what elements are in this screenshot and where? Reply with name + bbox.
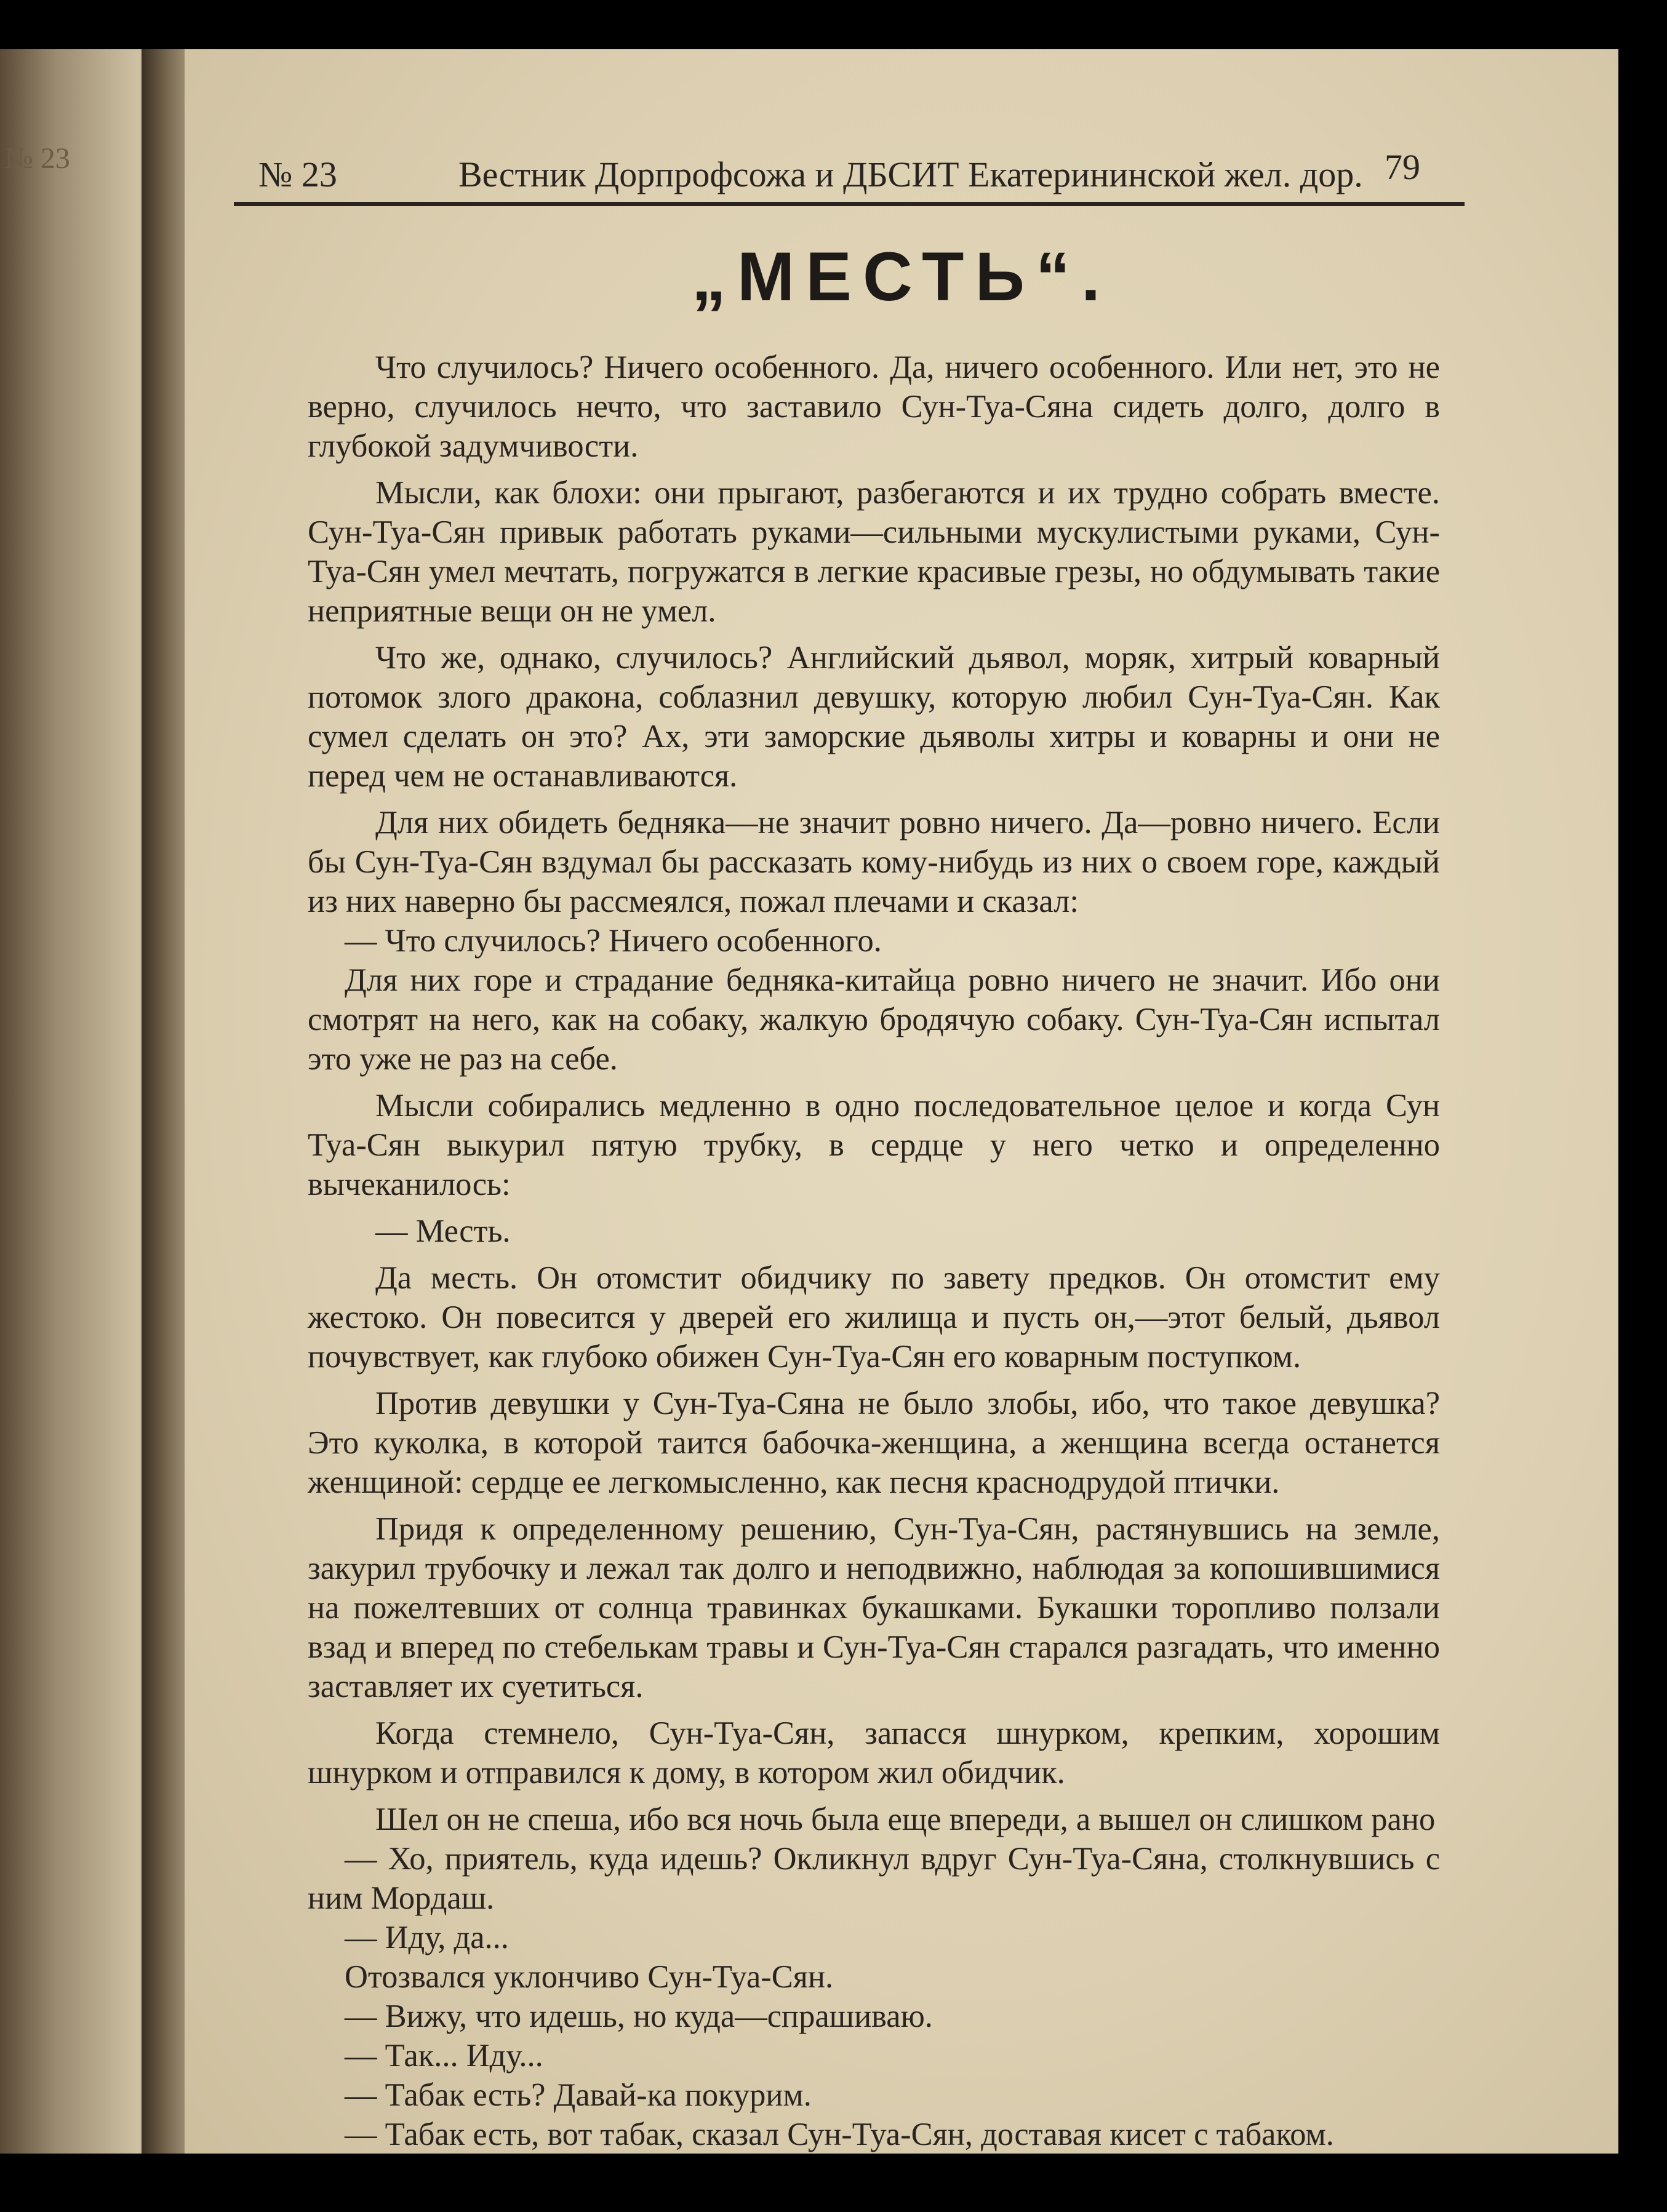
paragraph: — Месть. [375,1213,511,1249]
paragraph: — Что случилось? Ничего особенного. [345,923,882,959]
paragraph: — Хо, приятель, куда идешь? Окликнул вдруг Сун-Туа-Сяна, столкнувшись с ним Мордаш. [308,1841,1440,1916]
paragraph: Что же, однако, случилось? Английский дьявол, моряк, хитрый коварный потомок злого дракона, соблазнил девушку, которую любил Сун-Туа-Сян. Как сумел сделать он это? Ах, эти заморские дьяволы хитры и коварны и они не перед чем не останавливаются. [308,640,1440,794]
paragraph: Отозвался уклончиво Сун-Туа-Сян. [345,1959,834,1995]
paragraph: Шел он не спеша, ибо вся ночь была еще впереди, а вышел он слишком рано [375,1802,1436,1837]
page [185,49,1618,2154]
paragraph: — Табак есть, вот табак, сказал Сун-Туа-Сян, доставая кисет с табаком. [345,2117,1334,2152]
paragraph: Что случилось? Ничего особенного. Да, ничего особенного. Или нет, это не верно, случилось нечто, что заставило Сун-Туа-Сяна сидеть долго, долго в глубокой задумчивости. [308,349,1440,464]
paragraph: Мысли собирались медленно в одно последовательное целое и когда Сун Туа-Сян выкурил пятую трубку, в сердце у него четко и определенно вычеканилось: [308,1088,1440,1202]
paragraph: Придя к определенному решению, Сун-Туа-Сян, растянувшись на земле, закурил трубочку и лежал так долго и неподвижно, наблюдая за копошившимися на пожелтевших от солнца травинках букашками. Букашки торопливо ползали взад и вперед по стебелькам травы и Сун-Туа-Сян старался разгадать, что именно заставляет их суетиться. [308,1511,1440,1704]
issue-number: № 23 [258,154,337,194]
running-header [222,147,1434,203]
paragraph: Для них обидеть бедняка—не значит ровно ничего. Да—ровно ничего. Если бы Сун-Туа-Сян вздумал бы рассказать кому-нибудь из них о своем горе, каждый из них наверно бы рассмеялся, пожал плечами и сказал: [308,805,1440,919]
paragraph: — Так... Иду... [345,2038,543,2074]
paragraph: Когда стемнело, Сун-Туа-Сян, запасся шнурком, крепким, хорошим шнурком и отправился к дому, в котором жил обидчик. [308,1715,1440,1791]
journal-title: Вестник Дорпрофсожа и ДБСИТ Екатерининской жел. дор. [458,154,1363,194]
article-body [308,348,1440,2154]
paragraph: — Иду, да... [345,1920,509,1955]
article-title: „МЕСТЬ“. [691,238,1112,315]
paragraph: Для них горе и страдание бедняка-китайца ровно ничего не значит. Ибо они смотрят на него, как на собаку, жалкую бродячую собаку. Сун-Туа-Сян испытал это уже не раз на себе. [308,962,1440,1077]
paragraph: — Вижу, что идешь, но куда—спрашиваю. [345,1998,933,2034]
paragraph: Против девушки у Сун-Туа-Сяна не было злобы, ибо, что такое девушка? Это куколка, в которой таится бабочка-женщина, а женщина всегда останется женщиной: сердце ее легкомысленно, как песня краснодрудой птички. [308,1386,1440,1500]
paragraph: Мысли, как блохи: они прыгают, разбегаются и их трудно собрать вместе. Сун-Туа-Сян привык работать руками—сильными мускулистыми руками, Сун-Туа-Сян умел мечтать, погружатся в легкие красивые грезы, но обдумывать такие неприятные вещи он не умел. [308,475,1440,629]
left-page-number: № 23 [5,142,70,175]
paragraph: Да месть. Он отомстит обидчику по завету предков. Он отомстит ему жестоко. Он повесится у дверей его жилища и пусть он,—этот белый, дьявол почувствует, как глубоко обижен Сун-Туа-Сян его коварным поступком. [308,1260,1440,1375]
header-rule [234,202,1465,206]
paragraph: — Табак есть? Давай-ка покурим. [345,2077,812,2113]
page-number: 79 [1385,147,1420,187]
